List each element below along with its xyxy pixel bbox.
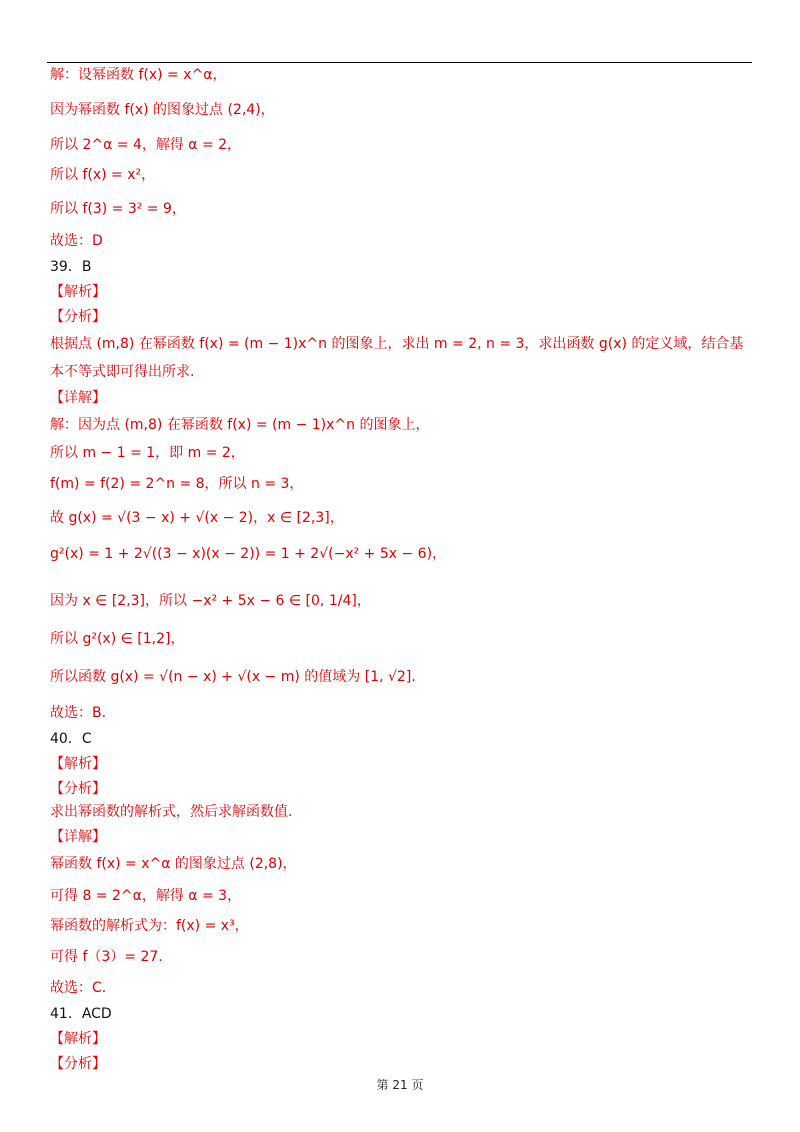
text-line-l18: 所以 g²(x) ∈ [1,2]，	[50, 631, 185, 647]
text-line-l17: 因为 x ∈ [2,3]，所以 −x² + 5x − 6 ∈ [0, 1/4]，	[50, 593, 371, 609]
text-line-l2: 因为幂函数 f(x) 的图象过点 (2,4)，	[50, 102, 275, 118]
text-line-l33: 【分析】	[50, 1056, 106, 1072]
text-line-l30: 故选：C.	[50, 980, 107, 996]
text-line-l3: 所以 2^α = 4，解得 α = 2，	[50, 137, 242, 153]
text-line-l22: 【解析】	[50, 756, 106, 772]
text-line-l8: 【解析】	[50, 284, 106, 300]
text-line-l21: 40．C	[50, 731, 92, 747]
text-line-l27: 可得 8 = 2^α，解得 α = 3，	[50, 888, 242, 904]
text-line-l32: 【解析】	[50, 1031, 106, 1047]
text-line-l1: 解：设幂函数 f(x) = x^α，	[50, 67, 227, 83]
text-line-l7: 39．B	[50, 259, 92, 275]
text-line-l5: 所以 f(3) = 3² = 9，	[50, 201, 186, 217]
text-line-l28: 幂函数的解析式为：f(x) = x³，	[50, 918, 249, 934]
text-line-l16: g²(x) = 1 + 2√((3 − x)(x − 2)) = 1 + 2√(−x² + 5x − 6)，	[50, 546, 447, 562]
text-line-l12: 解：因为点 (m,8) 在幂函数 f(x) = (m − 1)x^n 的图象上，	[50, 417, 430, 433]
text-line-l31: 41．ACD	[50, 1006, 112, 1022]
text-line-l11: 【详解】	[50, 390, 106, 406]
text-line-l14: f(m) = f(2) = 2^n = 8，所以 n = 3，	[50, 476, 304, 492]
header-rule	[47, 62, 752, 63]
text-line-l24: 求出幂函数的解析式，然后求解函数值.	[50, 804, 293, 820]
page-number: 第 21 页	[376, 1078, 424, 1092]
text-line-l23: 【分析】	[50, 781, 106, 797]
text-line-l20: 故选：B.	[50, 705, 107, 721]
text-line-l19: 所以函数 g(x) = √(n − x) + √(x − m) 的值域为 [1, √2].	[50, 669, 416, 685]
text-line-l6: 故选：D	[50, 233, 103, 249]
text-line-l25: 【详解】	[50, 829, 106, 845]
text-line-l13: 所以 m − 1 = 1，即 m = 2，	[50, 445, 245, 461]
text-line-l9: 【分析】	[50, 309, 106, 325]
text-line-l10: 根据点 (m,8) 在幂函数 f(x) = (m − 1)x^n 的图象上，求出 m = 2, n = 3，求出函数 g(x) 的定义域，结合基本不等式即可得出所求.	[50, 336, 744, 380]
text-line-l26: 幂函数 f(x) = x^α 的图象过点 (2,8)，	[50, 856, 297, 872]
text-line-l29: 可得 f（3）= 27.	[50, 949, 163, 965]
text-line-l4: 所以 f(x) = x²，	[50, 167, 156, 183]
text-line-l15: 故 g(x) = √(3 − x) + √(x − 2)，x ∈ [2,3]，	[50, 510, 344, 526]
